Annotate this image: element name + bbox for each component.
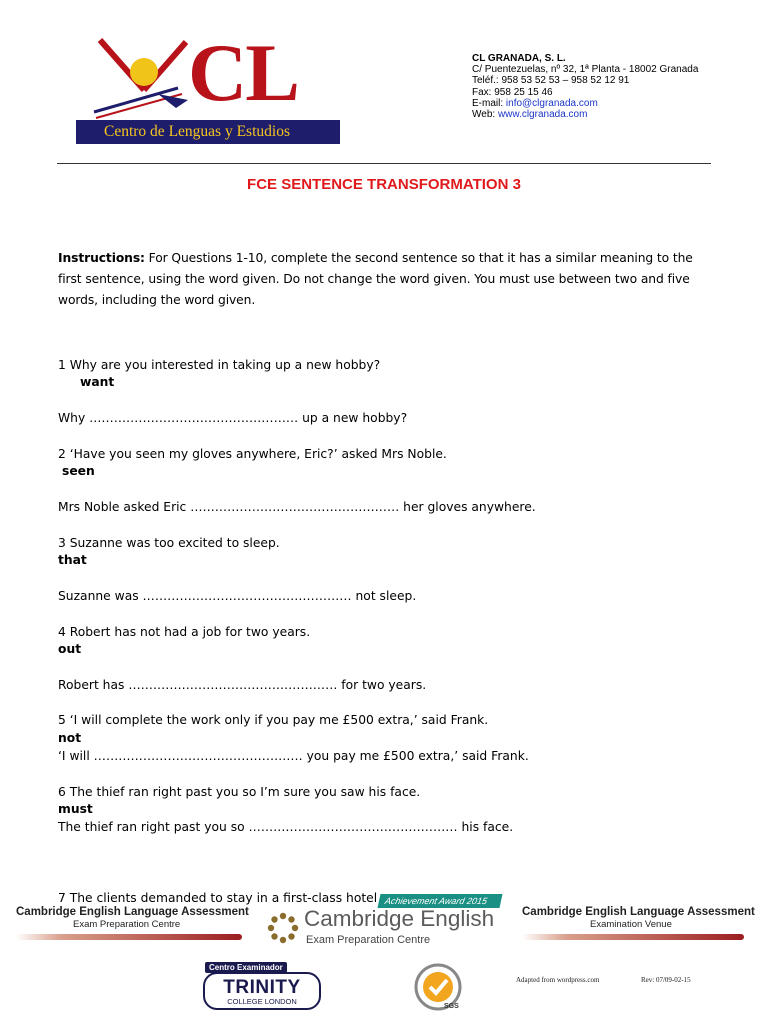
company-email-row bbox=[472, 98, 698, 109]
instructions-text: For Questions 1-10, complete the second sentence so that it has a similar meaning to the first sentence, using the word given. Do not change the word given. You must use between two and five words, including the word given. bbox=[58, 251, 693, 307]
company-info bbox=[472, 53, 698, 120]
question-6-answer: The thief ran right past you so …………………………………………… his face. bbox=[58, 820, 514, 834]
trinity-name: TRINITY bbox=[223, 977, 301, 998]
cambridge-shield-icon bbox=[266, 911, 300, 945]
question-6-sentence: 6 The thief ran right past you so I’m sure you saw his face. bbox=[58, 785, 421, 799]
trinity-box bbox=[203, 972, 321, 1010]
header-divider bbox=[57, 163, 711, 164]
question-1-keyword: want bbox=[80, 375, 115, 389]
question-6-keyword: must bbox=[58, 802, 93, 816]
web-label: Web: bbox=[472, 109, 498, 121]
question-1-sentence: 1 Why are you interested in taking up a new hobby? bbox=[58, 358, 381, 372]
trinity-subtitle: COLLEGE LONDON bbox=[227, 997, 297, 1006]
question-3-answer: Suzanne was …………………………………………… not sleep. bbox=[58, 589, 417, 603]
instructions-paragraph bbox=[58, 248, 718, 311]
cambridge-english-logo bbox=[266, 906, 506, 949]
cambridge-english-subtitle: Exam Preparation Centre bbox=[306, 934, 431, 946]
email-link[interactable]: info@clgranada.com bbox=[505, 97, 598, 109]
trinity-logo bbox=[203, 962, 321, 1010]
question-5-sentence: 5 ‘I will complete the work only if you pay me £500 extra,’ said Frank. bbox=[58, 713, 489, 727]
instructions bbox=[58, 248, 718, 311]
company-name: CL GRANADA, S. L. bbox=[472, 53, 566, 64]
question-4-answer: Robert has …………………………………………… for two years. bbox=[58, 678, 427, 692]
logo-banner: Centro de Lenguas y Estudios bbox=[76, 120, 340, 144]
cambridge-assessment-venue-title: Cambridge English Language Assessment bbox=[522, 906, 755, 918]
cambridge-assessment-prep-logo bbox=[16, 906, 249, 940]
web-link[interactable]: www.clgranada.com bbox=[497, 109, 588, 121]
clg-logo bbox=[76, 27, 340, 144]
question-2-keyword: seen bbox=[62, 464, 95, 478]
cambridge-assessment-venue-logo bbox=[522, 906, 755, 940]
sgs-label: SGS bbox=[444, 1003, 459, 1010]
instructions-label: Instructions: bbox=[58, 251, 145, 265]
pen-logo-icon bbox=[86, 38, 196, 126]
swoosh-decoration bbox=[16, 934, 242, 940]
company-fax: Fax: 958 25 15 46 bbox=[472, 86, 553, 98]
exam-venue-label: Examination Venue bbox=[590, 919, 672, 930]
achievement-award-badge: Achievement Award 2015 bbox=[378, 894, 503, 908]
cambridge-assessment-title: Cambridge English Language Assessment bbox=[16, 906, 249, 918]
logo-cl-text: CL bbox=[188, 27, 298, 118]
question-3-keyword: that bbox=[58, 553, 87, 567]
trinity-top-label: Centro Examinador bbox=[205, 962, 287, 973]
question-2-sentence: 2 ‘Have you seen my gloves anywhere, Eric?’ asked Mrs Noble. bbox=[58, 447, 447, 461]
company-phone: Teléf.: 958 53 52 53 – 958 52 12 91 bbox=[472, 75, 630, 87]
question-7-sentence: 7 The clients demanded to stay in a first-class hotel bbox=[58, 891, 378, 905]
exam-prep-centre-label: Exam Preparation Centre bbox=[73, 919, 181, 930]
revision-note: Rev: 07/09-02-15 bbox=[641, 976, 691, 984]
question-1-answer: Why …………………………………………… up a new hobby? bbox=[58, 411, 408, 425]
cambridge-english-title: Cambridge English bbox=[304, 906, 495, 931]
company-address: C/ Puentezuelas, nº 32, 1ª Planta - 18002 Granada bbox=[472, 64, 699, 76]
adapted-note: Adapted from wordpress.com bbox=[516, 976, 600, 984]
question-2-answer: Mrs Noble asked Eric …………………………………………… her gloves anywhere. bbox=[58, 500, 536, 514]
question-4-keyword: out bbox=[58, 642, 82, 656]
question-3-sentence: 3 Suzanne was too excited to sleep. bbox=[58, 536, 280, 550]
email-label: E-mail: bbox=[472, 97, 506, 109]
question-5-keyword: not bbox=[58, 731, 82, 745]
question-5-answer: ‘I will …………………………………………… you pay me £500 extra,’ said Frank. bbox=[58, 749, 529, 763]
page-title: FCE SENTENCE TRANSFORMATION 3 bbox=[247, 176, 521, 193]
swoosh-decoration-right bbox=[522, 934, 744, 940]
question-4-sentence: 4 Robert has not had a job for two years. bbox=[58, 625, 311, 639]
company-web-row bbox=[472, 109, 698, 120]
